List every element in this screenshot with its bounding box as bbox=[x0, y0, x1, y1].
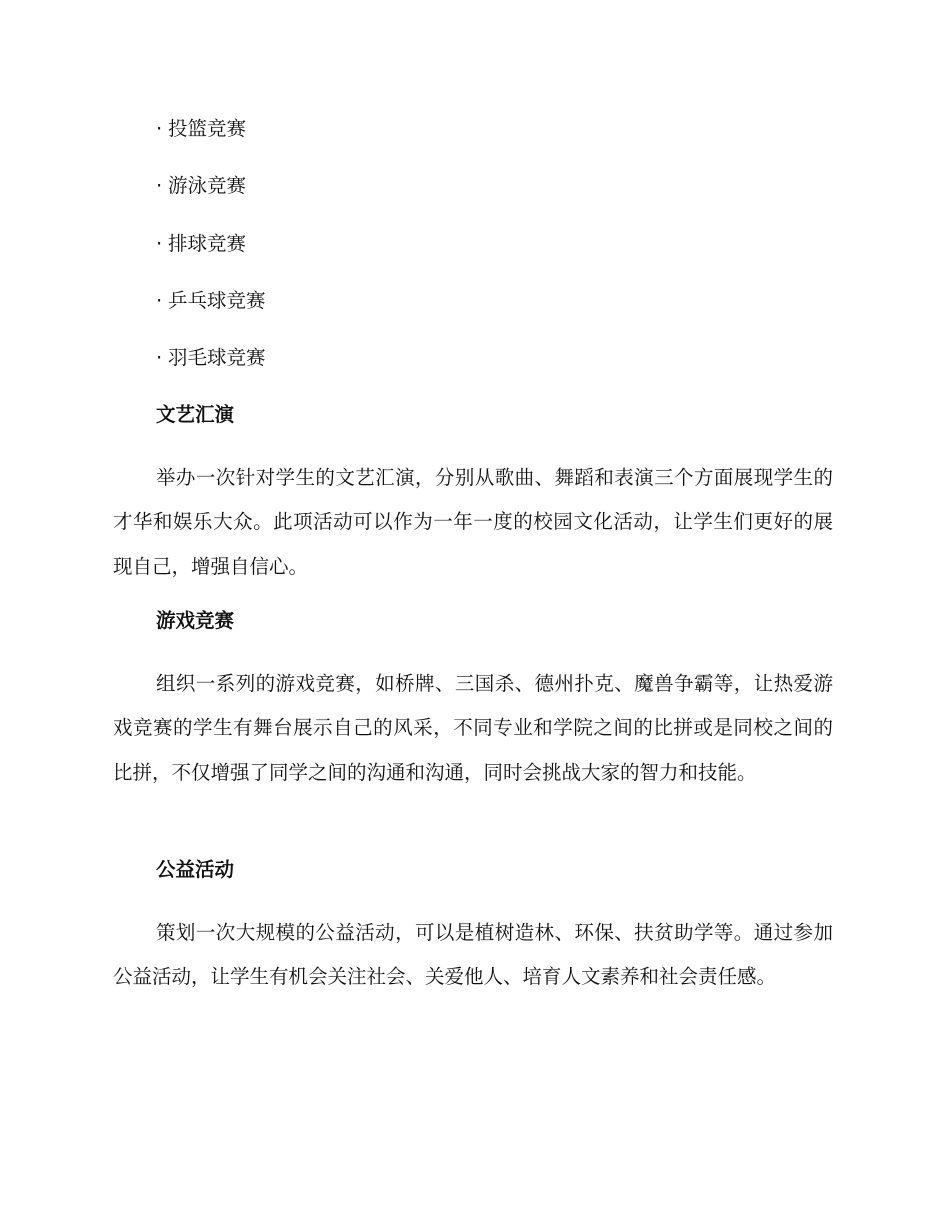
section-heading: 游戏竞赛 bbox=[156, 609, 235, 632]
bullet-marker: · bbox=[156, 346, 163, 369]
list-item-text: 乒乓球竞赛 bbox=[168, 288, 266, 312]
list-item bbox=[156, 169, 266, 226]
bullet-marker: · bbox=[156, 174, 163, 198]
list-item bbox=[156, 341, 266, 398]
list-item bbox=[156, 112, 266, 169]
competition-list bbox=[156, 112, 266, 398]
section-paragraph: 举办一次针对学生的文艺汇演，分别从歌曲、舞蹈和表演三个方面展现学生的才华和娱乐大众。此项活动可以作为一年一度的校园文化活动，让学生们更好的展现自己，增强自信心。 bbox=[113, 466, 833, 578]
list-item-text: 羽毛球竞赛 bbox=[168, 346, 266, 369]
list-item bbox=[156, 284, 266, 341]
section-game-competition bbox=[113, 604, 833, 795]
list-item-text: 投篮竞赛 bbox=[168, 117, 247, 140]
list-item-text: 游泳竞赛 bbox=[168, 174, 247, 198]
section-arts-performance bbox=[113, 398, 833, 589]
section-public-welfare bbox=[113, 853, 833, 1000]
list-item bbox=[156, 227, 266, 284]
list-item-text: 排球竞赛 bbox=[168, 231, 247, 255]
bullet-marker: · bbox=[156, 288, 163, 312]
section-heading: 公益活动 bbox=[156, 858, 235, 881]
bullet-marker: · bbox=[156, 231, 163, 255]
section-heading: 文艺汇演 bbox=[156, 403, 235, 426]
section-paragraph: 组织一系列的游戏竞赛，如桥牌、三国杀、德州扑克、魔兽争霸等，让热爱游戏竞赛的学生有舞台展示自己的风采，不同专业和学院之间的比拼或是同校之间的比拼，不仅增强了同学之间的沟通和沟通，同时会挑战大家的智力和技能。 bbox=[113, 672, 833, 784]
section-paragraph: 策划一次大规模的公益活动，可以是植树造林、环保、扶贫助学等。通过参加公益活动，让学生有机会关注社会、关爱他人、培育人文素养和社会责任感。 bbox=[113, 921, 833, 989]
bullet-marker: · bbox=[156, 117, 163, 140]
